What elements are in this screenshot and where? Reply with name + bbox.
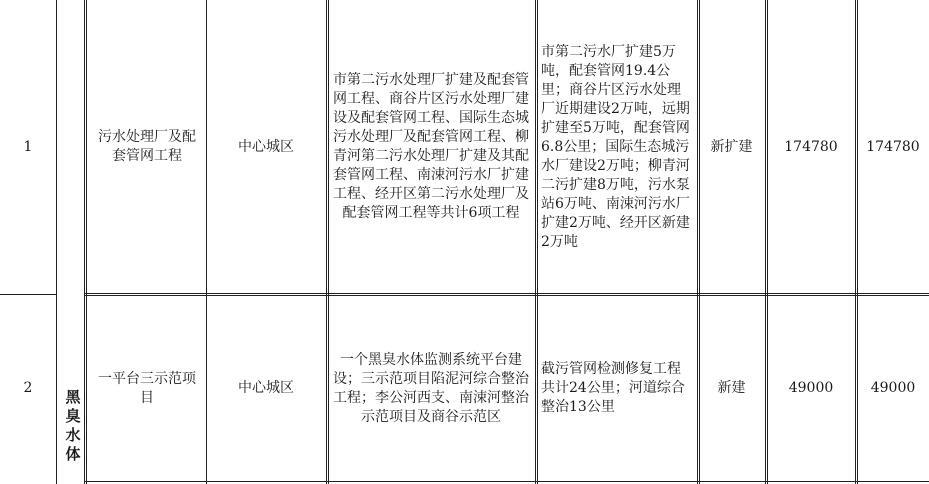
grid-line <box>206 0 207 484</box>
investment-cell: 174780 <box>784 138 838 155</box>
project-name-cell: 一平台三示范项目 <box>98 370 196 406</box>
row-number: 1 <box>23 138 33 155</box>
grid-line <box>84 0 87 484</box>
location-cell: 中心城区 <box>238 380 294 396</box>
investment-cell: 49000 <box>870 380 916 396</box>
grid-line <box>326 0 329 484</box>
category-label: 黑臭水体 <box>65 388 81 463</box>
investment-cell: 49000 <box>788 380 834 396</box>
project-type-cell: 新建 <box>717 380 746 396</box>
grid-line <box>56 0 57 484</box>
construction-scale-cell: 截污管网检测修复工程共计24公里；河道综合整治13公里 <box>541 361 685 415</box>
row-number: 2 <box>23 380 33 396</box>
construction-content-cell: 市第二污水处理厂扩建及配套管网工程、商谷片区污水处理厂建设及配套管网工程、国际生态城污水处理厂及配套管网工程、柳青河第二污水处理厂扩建及其配套管网工程、南涑河污水厂扩建工程、经开区第二污水处理厂及配套管网工程等共计6项工程 <box>333 72 529 221</box>
location-cell: 中心城区 <box>238 138 294 155</box>
project-type-cell: 新扩建 <box>710 138 753 155</box>
grid-line <box>0 294 56 295</box>
construction-scale-cell: 市第二污水厂扩建5万吨，配套管网19.4公里；商谷片区污水处理厂近期建设2万吨，远期扩建至5万吨，配套管网6.8公里；国际生态城污水厂建设2万吨；柳青河二污扩建8万吨，污水泵站6万吨、南涑河污水厂扩建2万吨、经开区新建2万吨 <box>541 43 690 250</box>
construction-content-cell: 一个黑臭水体监测系统平台建设；三示范项目陷泥河综合整治工程；李公河西支、南涑河整治示范项目及商谷示范区 <box>333 351 529 425</box>
project-name-cell: 污水处理厂及配套管网工程 <box>98 129 196 164</box>
investment-cell: 174780 <box>866 138 920 155</box>
grid-line <box>84 481 929 482</box>
